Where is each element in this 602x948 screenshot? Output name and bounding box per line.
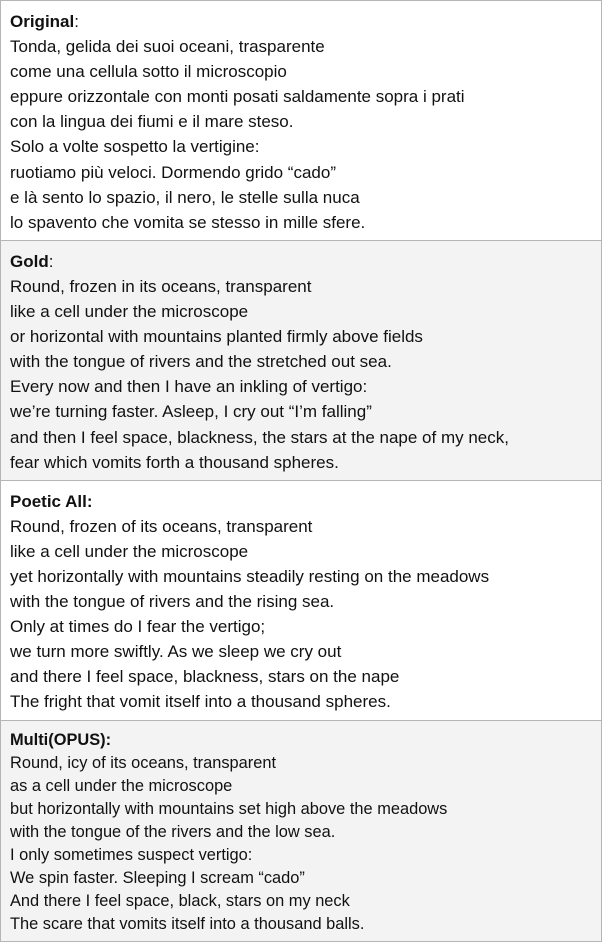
poem-line: e là sento lo spazio, il nero, le stelle sulla nuca <box>10 187 360 207</box>
poem-line: Solo a volte sospetto la vertigine: <box>10 137 260 157</box>
poem-line: we turn more swiftly. As we sleep we cry out <box>10 642 342 662</box>
poem-line: Every now and then I have an inkling of vertigo: <box>10 377 368 397</box>
section-label-suffix: : <box>48 251 54 271</box>
poem-line: as a cell under the microscope <box>10 776 233 795</box>
poem-line: but horizontally with mountains set high above the meadows <box>10 799 448 818</box>
section-gold <box>1 241 601 481</box>
poem-line: with the tongue of rivers and the stretched out sea. <box>10 352 392 372</box>
section-heading <box>10 489 595 514</box>
poem-line: and there I feel space, blackness, stars on the nape <box>10 667 400 687</box>
section-multi-opus <box>1 721 601 942</box>
poem-line: Only at times do I fear the vertigo; <box>10 617 266 637</box>
poem-line: And there I feel space, black, stars on my neck <box>10 892 350 911</box>
section-label-suffix: : <box>74 12 79 31</box>
poem-line: lo spavento che vomita se stesso in mille sfere. <box>10 212 366 232</box>
section-label: Poetic All: <box>10 491 93 511</box>
section-heading <box>10 249 595 274</box>
section-poetic-all <box>1 481 601 721</box>
section-original <box>1 1 601 241</box>
poem-line: with the tongue of the rivers and the low sea. <box>10 822 336 841</box>
poem-line: The fright that vomit itself into a thousand spheres. <box>10 692 391 712</box>
poem-line: Round, frozen in its oceans, transparent <box>10 276 312 296</box>
poem-line: yet horizontally with mountains steadily resting on the meadows <box>10 566 490 586</box>
poem-line: with the tongue of rivers and the rising sea. <box>10 592 335 612</box>
poem-line: come una cellula sotto il microscopio <box>10 62 287 82</box>
poem-line: Tonda, gelida dei suoi oceani, trasparente <box>10 37 325 57</box>
poem-line: we’re turning faster. Asleep, I cry out “I’m falling” <box>10 402 372 422</box>
poem-line: We spin faster. Sleeping I scream “cado” <box>10 869 305 888</box>
section-label: Gold <box>10 251 49 271</box>
section-label: Original <box>10 12 75 31</box>
poem-line: Round, icy of its oceans, transparent <box>10 753 277 772</box>
section-label: Multi(OPUS): <box>10 730 112 749</box>
poem-line: I only sometimes suspect vertigo: <box>10 846 253 864</box>
section-heading <box>10 729 595 752</box>
poem-line: The scare that vomits itself into a thousand balls. <box>10 915 365 934</box>
poem-line: like a cell under the microscope <box>10 541 249 561</box>
poem-line: like a cell under the microscope <box>10 302 249 322</box>
poem-line: fear which vomits forth a thousand spheres. <box>10 452 339 472</box>
poem-line: eppure orizzontale con monti posati saldamente sopra i prati <box>10 87 465 107</box>
poem-line: and then I feel space, blackness, the stars at the nape of my neck, <box>10 427 509 447</box>
poem-line: Round, frozen of its oceans, transparent <box>10 516 313 536</box>
poem-line: or horizontal with mountains planted firmly above fields <box>10 327 423 347</box>
section-heading <box>10 9 595 34</box>
poem-line: ruotiamo più veloci. Dormendo grido “cado” <box>10 162 336 182</box>
poem-line: con la lingua dei fiumi e il mare steso. <box>10 112 294 132</box>
